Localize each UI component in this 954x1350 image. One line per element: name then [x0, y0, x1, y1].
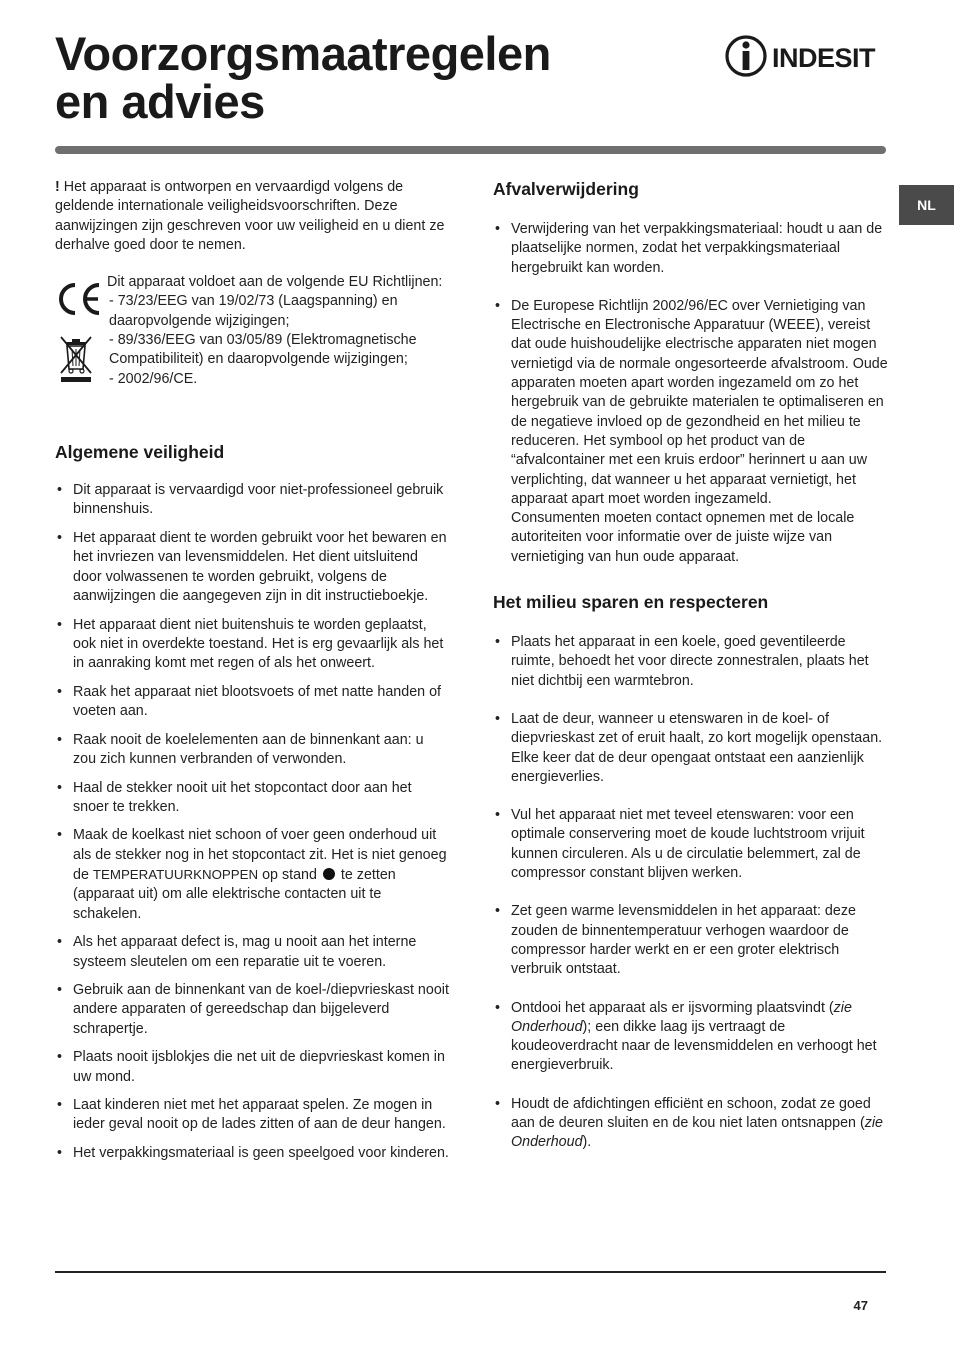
- item-text: op stand: [258, 867, 321, 884]
- item-text: ); een dikke laag ijs vertraagt de koudeoverdracht naar de levensmiddelen en verhoogt het energieverbruik.: [511, 1018, 877, 1074]
- left-column: [55, 178, 450, 1173]
- safety-list: [55, 481, 450, 1163]
- item-text: • Laat de deur, wanneer u etenswaren in de koel- of diepvrieskast zet of eruit haalt, zo kort mogelijk openstaan.: [511, 710, 883, 747]
- right-column: [493, 178, 888, 1172]
- list-item: • Verwijdering van het verpakkingsmateriaal: houdt u aan de plaatselijke normen, zodat het verpakkingsmateriaal hergebruikt kan worden.: [493, 220, 888, 278]
- off-position-icon: [323, 868, 335, 880]
- item-text: ).: [582, 1134, 592, 1151]
- footer-rule: [55, 1271, 886, 1273]
- list-item: • Dit apparaat is vervaardigd voor niet-professioneel gebruik binnenshuis.: [55, 481, 450, 520]
- environment-list: [493, 633, 888, 1153]
- list-item: • Vul het apparaat niet met teveel etenswaren: voor een optimale conservering moet de koude luchtstroom vrijuit kunnen circuleren. Als u de circulatie belemmert, zal de compressor constant blijven werken.: [493, 806, 888, 883]
- heading-afvalverwijdering: Afvalverwijdering: [493, 179, 639, 199]
- list-item: • Zet geen warme levensmiddelen in het apparaat: deze zouden de binnentemperatuur verhogen waardoor de compressor harder werkt en er een groter elektrisch verbruik ontstaat.: [493, 902, 888, 979]
- maintenance-reference: zie Onderhoud: [511, 999, 852, 1035]
- temperature-knob-label: TEMPERATUURKNOPPEN: [92, 867, 259, 883]
- list-item: [493, 297, 888, 567]
- list-item: • Laat kinderen niet met het apparaat spelen. Ze mogen in ieder geval nooit op de lades zitten of aan de deur hangen.: [55, 1096, 450, 1135]
- brand-name: INDESIT: [772, 43, 876, 73]
- item-text: Houdt de afdichtingen efficiënt en schoon, zodat ze goed aan de deuren sluiten en de kou niet laten ontsnappen (: [511, 1095, 871, 1131]
- page-title: [55, 27, 551, 128]
- intro-paragraph: [55, 178, 450, 255]
- list-item: • Als het apparaat defect is, mag u nooit aan het interne systeem sleutelen om een reparatie uit te voeren.: [55, 933, 450, 972]
- list-item: [493, 999, 888, 1076]
- list-item: [55, 826, 450, 923]
- item-text: Elke keer dat de deur opengaat ontstaat een aanzienlijk energieverlies.: [511, 749, 864, 785]
- list-item: • Het apparaat dient niet buitenshuis te worden geplaatst, ook niet in overdekte toestand. Het is erg gevaarlijk als het in aanraking komt met regen of als het onweert.: [55, 616, 450, 674]
- crossed-bin-icon: [57, 333, 95, 383]
- warning-mark: !: [55, 179, 60, 195]
- intro-text: Het apparaat is ontworpen en vervaardigd volgens de geldende internationale veiligheidsvoorschriften. Deze aanwijzingen zijn geschreven voor uw veiligheid en u dient ze derhalve goed door te nemen.: [55, 179, 445, 253]
- ce-compliance-block: [55, 273, 450, 413]
- ce-item-1: - 73/23/EEG van 19/02/73 (Laagspanning) en daaropvolgende wijzigingen;: [109, 293, 398, 329]
- waste-list: [493, 220, 888, 567]
- list-item: [493, 1095, 888, 1153]
- header-rule: [55, 146, 886, 154]
- heading-algemene-veiligheid: Algemene veiligheid: [55, 442, 225, 463]
- indesit-logo: [724, 34, 888, 78]
- list-item: • Gebruik aan de binnenkant van de koel-/diepvrieskast nooit andere apparaten of gereedschap dan bijgeleverd schrapertje.: [55, 981, 450, 1039]
- ce-text: [107, 273, 452, 389]
- list-item: • Het verpakkingsmateriaal is geen speelgoed voor kinderen.: [55, 1144, 450, 1163]
- item-text: • De Europese Richtlijn 2002/96/EC over Vernietiging van Electrische en Electronische Apparatuur (WEEE), vereist dat oude huishoudelijke electrische apparaten niet mogen vernietigd via de normale ongesorteerde afvalstroom. Oude apparaten moeten apart worden ingezameld om zo het hergebruik van de gebruikte materialen te optimaliseren en de negatieve invloed op de gezondheid en het milieu te reduceren. Het symbool op het product van de “afvalcontainer met een kruis erdoor” herinnert u aan uw verplichting, dat wanneer u het apparaat vernietigt, het apparaat apart moet worden ingezameld.: [511, 297, 888, 507]
- page-title-line-2: en advies: [55, 75, 265, 128]
- item-text: Consumenten moeten contact opnemen met de locale autoriteiten voor informatie over de juiste wijze van vernietiging van hun oude apparaat.: [511, 510, 855, 565]
- item-text: te zetten (apparaat uit) om alle elektrische contacten uit te schakelen.: [73, 867, 396, 922]
- list-item: • Haal de stekker nooit uit het stopcontact door aan het snoer te trekken.: [55, 779, 450, 818]
- list-item: • Het apparaat dient te worden gebruikt voor het bewaren en het invriezen van levensmiddelen. Het dient uitsluitend door volwassenen te worden gebruikt, volgens de aanwijzingen die aangegeven zijn in dit instructieboekje.: [55, 529, 450, 606]
- item-text: Maak de koelkast niet schoon of voer geen onderhoud uit als de stekker nog in het stopcontact zit. Het is niet genoeg de: [73, 827, 447, 884]
- item-text: Ontdooi het apparaat als er ijsvorming plaatsvindt (: [511, 999, 834, 1016]
- list-item: • Plaats het apparaat in een koele, goed geventileerde ruimte, behoedt het voor directe zonnestralen, plaats het niet dichtbij een warmtebron.: [493, 633, 888, 691]
- list-item: • Raak nooit de koelelementen aan de binnenkant aan: u zou zich kunnen verbranden of verwonden.: [55, 731, 450, 770]
- heading-milieu: Het milieu sparen en respecteren: [493, 592, 769, 613]
- language-tab: NL: [899, 185, 954, 225]
- ce-item-2: - 89/336/EEG van 03/05/89 (Elektromagnetische Compatibiliteit) en daaropvolgende wijzigingen;: [109, 332, 417, 368]
- list-item: • Raak het apparaat niet blootsvoets of met natte handen of voeten aan.: [55, 683, 450, 722]
- list-item: [493, 710, 888, 787]
- maintenance-reference: zie Onderhoud: [511, 1114, 884, 1151]
- page-title-line-1: Voorzorgsmaatregelen: [55, 27, 551, 80]
- ce-item-3: - 2002/96/CE.: [109, 370, 198, 387]
- ce-line-1: Dit apparaat voldoet aan de volgende EU Richtlijnen:: [107, 274, 443, 291]
- page-number: 47: [853, 1298, 868, 1313]
- list-item: • Plaats nooit ijsblokjes die net uit de diepvrieskast komen in uw mond.: [55, 1048, 450, 1087]
- ce-mark-icon: [55, 281, 103, 317]
